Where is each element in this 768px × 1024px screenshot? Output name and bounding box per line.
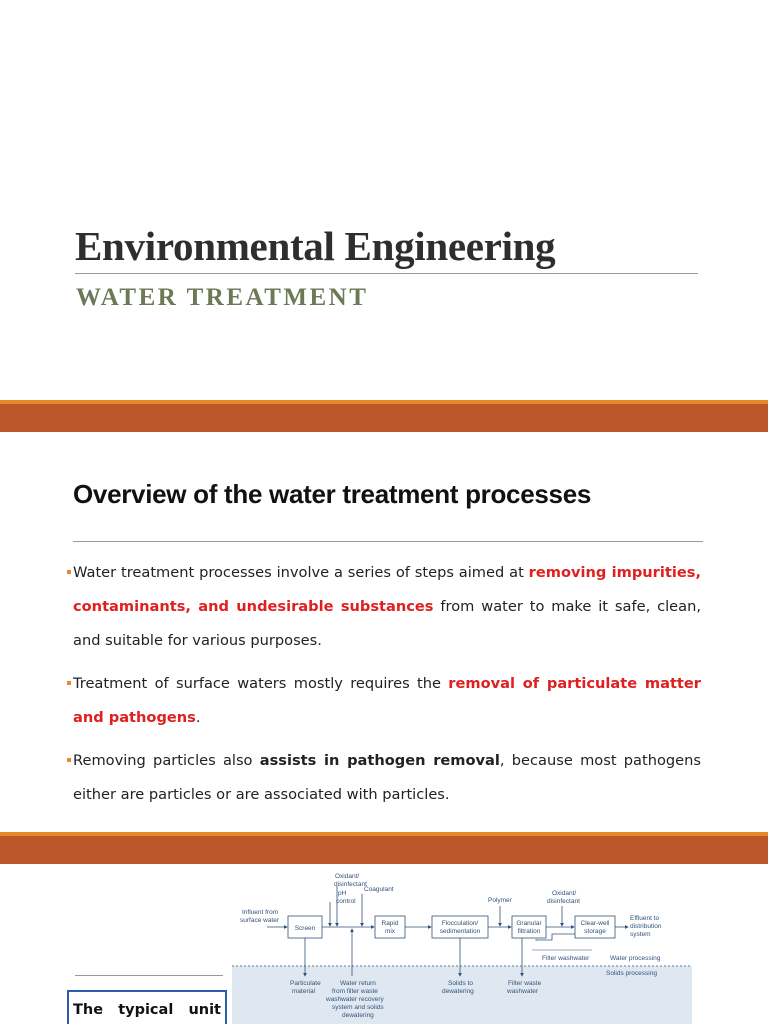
overview-slide — [0, 432, 768, 832]
bullet-text: Removing particles also — [73, 752, 260, 769]
bullet-text: from water to make it safe, clean, and suitable for various purposes. — [73, 598, 701, 649]
bullet-list — [73, 556, 701, 821]
svg-text:from filter waste: from filter waste — [332, 988, 378, 995]
svg-text:disinfectant: disinfectant — [547, 898, 580, 905]
bullet-text: Water treatment processes involve a series of steps aimed at — [73, 564, 529, 581]
svg-text:Influent from: Influent from — [242, 909, 279, 916]
svg-text:system: system — [630, 931, 651, 938]
filtration-box — [512, 916, 546, 938]
title-divider — [73, 541, 703, 542]
svg-text:surface water: surface water — [240, 917, 280, 924]
svg-text:Oxidant/: Oxidant/ — [335, 873, 360, 880]
svg-text:Clear-well: Clear-well — [580, 920, 610, 927]
svg-text:material: material — [292, 988, 316, 995]
svg-text:dewatering: dewatering — [442, 988, 474, 995]
rapid-mix-box — [375, 916, 405, 938]
svg-text:Polymer: Polymer — [488, 897, 512, 904]
bullet-emphasis: assists in pathogen removal — [259, 752, 500, 769]
svg-text:dewatering: dewatering — [342, 1012, 374, 1019]
svg-text:sedimentation: sedimentation — [439, 928, 481, 935]
svg-text:Flocculation/: Flocculation/ — [441, 920, 479, 927]
svg-text:Solids processing: Solids processing — [606, 970, 657, 977]
svg-text:storage: storage — [584, 928, 606, 935]
svg-text:washwater recovery: washwater recovery — [326, 996, 384, 1003]
svg-text:Effluent to: Effluent to — [630, 915, 660, 922]
bullet-text: . — [195, 709, 201, 726]
process-slide — [0, 864, 768, 1024]
svg-text:system and solids: system and solids — [332, 1004, 384, 1011]
bullet-marker — [67, 758, 71, 762]
text-box — [67, 990, 227, 1024]
bullet-item — [73, 556, 701, 658]
svg-text:washwater: washwater — [507, 988, 539, 995]
screen-box — [288, 916, 322, 938]
box-word: The — [73, 1002, 104, 1018]
bullet-marker — [67, 681, 71, 685]
flocculation-box — [432, 916, 488, 938]
svg-text:Filter waste: Filter waste — [508, 980, 542, 987]
bullet-marker — [67, 570, 71, 574]
presentation-subtitle: WATER TREATMENT — [76, 284, 369, 311]
svg-text:Particulate: Particulate — [290, 980, 321, 987]
svg-text:Coagulant: Coagulant — [364, 886, 394, 893]
svg-text:filtration: filtration — [517, 928, 541, 935]
bullet-highlight: removal of particulate matter and pathogens — [73, 675, 701, 726]
title-divider — [75, 975, 223, 976]
svg-text:mix: mix — [384, 928, 396, 935]
treatment-flow-diagram — [232, 864, 692, 1024]
svg-text:pH: pH — [338, 890, 347, 897]
bullet-highlight: removing impurities, contaminants, and undesirable substances — [73, 564, 701, 615]
title-divider — [75, 273, 698, 274]
box-word: unit — [188, 1002, 221, 1018]
svg-text:Oxidant/: Oxidant/ — [552, 890, 577, 897]
bullet-text: , because most pathogens either are particles or are associated with particles. — [73, 752, 701, 803]
svg-text:Solids to: Solids to — [448, 980, 473, 987]
svg-text:distribution: distribution — [630, 923, 662, 930]
svg-text:Filter washwater: Filter washwater — [542, 955, 590, 962]
slide-separator — [0, 832, 768, 864]
svg-text:Water return: Water return — [340, 980, 376, 987]
title-slide — [0, 0, 768, 400]
slide-title: Overview of the water treatment processes — [73, 479, 592, 509]
box-label: Screen — [294, 925, 316, 932]
svg-text:Rapid: Rapid — [381, 920, 399, 927]
bullet-item — [73, 744, 701, 812]
svg-text:disinfectant: disinfectant — [334, 881, 367, 888]
presentation-title: Environmental Engineering — [75, 223, 556, 269]
slide-separator — [0, 400, 768, 432]
svg-text:Granular: Granular — [516, 920, 542, 927]
svg-text:control: control — [336, 898, 356, 905]
clearwell-box — [575, 916, 615, 938]
box-word: typical — [118, 1002, 174, 1018]
svg-text:Water processing: Water processing — [610, 955, 661, 962]
bullet-item — [73, 667, 701, 735]
bullet-text: Treatment of surface waters mostly requires the — [73, 675, 449, 692]
